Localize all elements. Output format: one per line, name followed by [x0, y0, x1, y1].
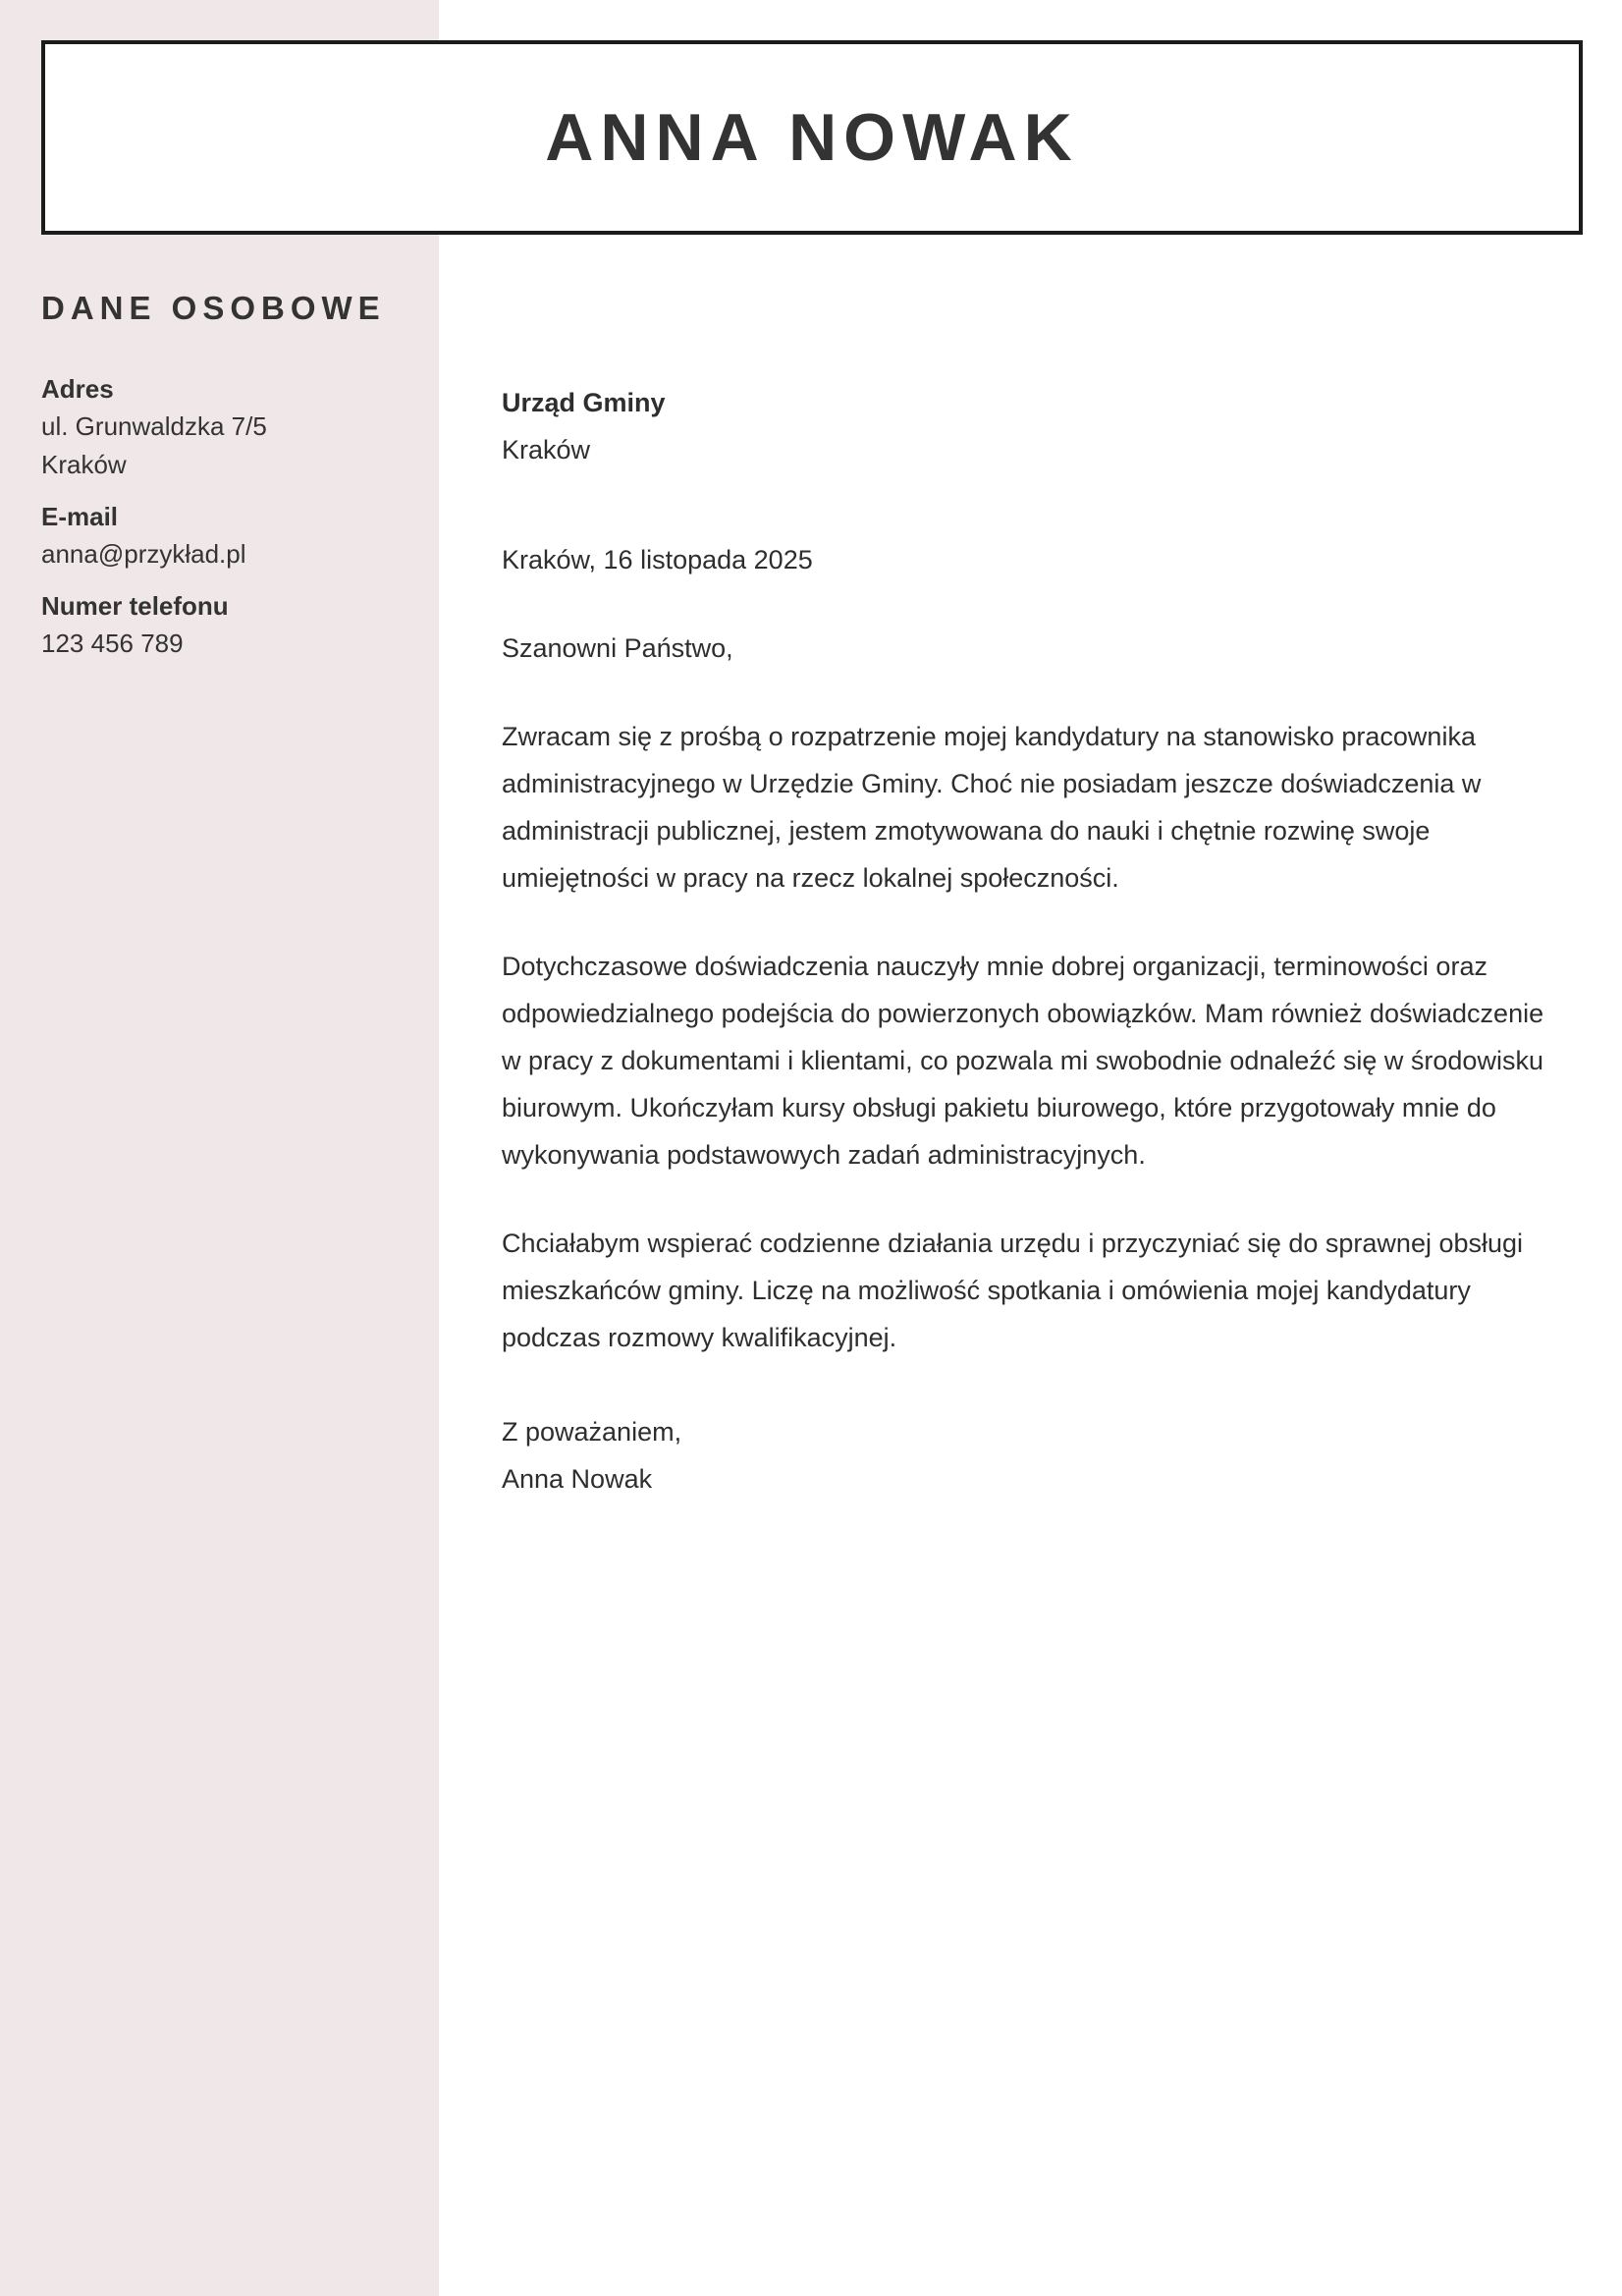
address-field — [41, 370, 414, 484]
letter-paragraph: Zwracam się z prośbą o rozpatrzenie mojej kandydatury na stanowisko pracownika administracyjnego w Urzędzie Gminy. Choć nie posiadam jeszcze doświadczenia w administracji publicznej, jestem zmotywowana do nauki i chętnie rozwinę swoje umiejętności w pracy na rzecz lokalnej społeczności. — [502, 722, 1482, 893]
phone-field — [41, 587, 414, 663]
letter-body — [502, 379, 1552, 1503]
address-label: Adres — [41, 374, 114, 404]
phone-label: Numer telefonu — [41, 591, 229, 621]
email-field — [41, 498, 414, 574]
salutation: Szanowni Państwo, — [502, 633, 733, 663]
address-line1: ul. Grunwaldzka 7/5 — [41, 411, 267, 441]
letter-paragraph: Chciałabym wspierać codzienne działania urzędu i przyczyniać się do sprawnej obsługi mieszkańców gminy. Liczę na możliwość spotkania i omówienia mojej kandydatury podczas rozmowy kwalifikacyjnej. — [502, 1229, 1524, 1352]
phone-value: 123 456 789 — [41, 629, 184, 658]
name-header — [41, 40, 1583, 235]
letter-paragraph: Dotychczasowe doświadczenia nauczyły mnie dobrej organizacji, terminowości oraz odpowiedzialnego podejścia do powierzonych obowiązków. Mam również doświadczenie w pracy z dokumentami i klientami, co pozwala mi swobodnie odnaleźć się w środowisku biurowym. Ukończyłam kursy obsługi pakietu biurowego, które przygotowały mnie do wykonywania podstawowych zadań administracyjnych. — [502, 952, 1544, 1170]
recipient-name: Urząd Gminy — [502, 388, 666, 417]
applicant-name: ANNA NOWAK — [545, 100, 1079, 175]
email-value: anna@przykład.pl — [41, 539, 246, 569]
personal-data-section — [41, 290, 414, 677]
signature-name: Anna Nowak — [502, 1464, 653, 1494]
closing-phrase: Z poważaniem, — [502, 1417, 682, 1447]
recipient-city: Kraków — [502, 435, 591, 465]
email-label: E-mail — [41, 502, 119, 531]
personal-data-heading: DANE OSOBOWE — [41, 290, 386, 326]
address-line2: Kraków — [41, 450, 127, 479]
letter-date: Kraków, 16 listopada 2025 — [502, 545, 813, 574]
